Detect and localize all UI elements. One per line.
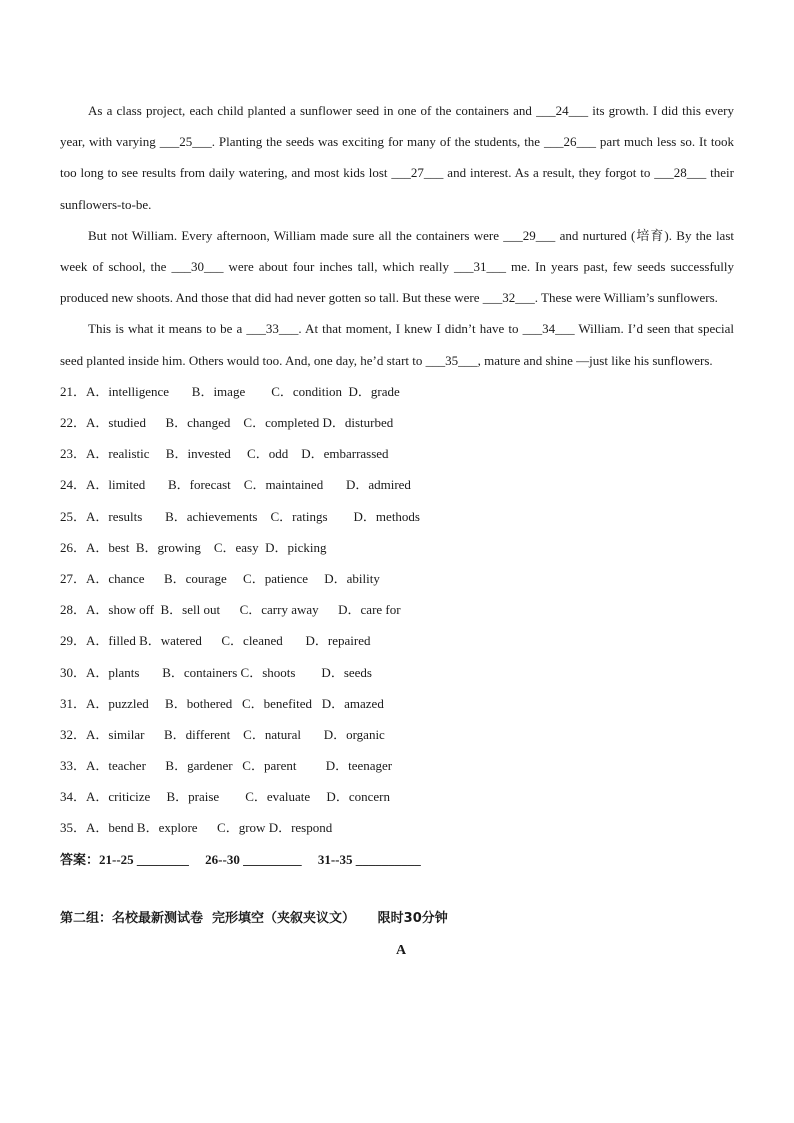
option-row-21: 21．A．intelligence B．image C．condition D．grade	[60, 383, 400, 399]
option-row-35: 35．A．bend B．explore C．grow D．respond	[60, 820, 333, 836]
option-row-22: 22．A．studied B．changed C．completed D．disturbed	[60, 415, 394, 431]
option-row-32: 32．A．similar B．different C．natural D．organic	[60, 726, 385, 742]
option-row-31: 31．A．puzzled B．bothered C．benefited D．amazed	[60, 695, 384, 711]
section-title: 第二组：名校最新测试卷 完形填空（夹叙夹议文） 限时30分钟	[60, 910, 448, 926]
document-page	[60, 95, 734, 961]
option-row-28: 28．A．show off B．sell out C．carry away D．care for	[60, 602, 401, 618]
option-row-25: 25．A．results B．achievements C．ratings D．methods	[60, 508, 420, 524]
option-row-29: 29．A．filled B．watered C．cleaned D．repaired	[60, 633, 371, 649]
passage-paragraph-3: This is what it means to be a ___33___. At that moment, I knew I didn’t have to ___34___ William. I’d seen that special seed planted inside him. Others would too. And, one day, he’d start to ___35___, mature and shine —just like his sunflowers.	[60, 321, 734, 368]
passage-paragraph-1: As a class project, each child planted a sunflower seed in one of the containers and ___24___ its growth. I did this every year, with varying ___25___. Planting the seeds was exciting for many of the students, the ___26___ part much less so. It took too long to see results from daily watering, and most kids lost ___27___ and interest. As a result, they forgot to ___28___ their sunflowers-to-be.	[60, 103, 734, 212]
option-row-27: 27．A．chance B．courage C．patience D．ability	[60, 570, 380, 586]
section-subtitle: A	[395, 942, 407, 958]
option-row-26: 26．A．best B．growing C．easy D．picking	[60, 539, 327, 555]
options-list	[60, 376, 734, 844]
option-row-23: 23．A．realistic B．invested C．odd D．embarrassed	[60, 446, 389, 462]
option-row-24: 24．A．limited B．forecast C．maintained D．admired	[60, 477, 411, 493]
option-row-30: 30．A．plants B．containers C．shoots D．seeds	[60, 664, 372, 680]
passage-paragraph-2: But not William. Every afternoon, William made sure all the containers were ___29___ and nurtured (培育). By the last week of school, the ___30___ were about four inches tall, which really ___31___ me. In years past, few seeds successfully produced new shoots. And those that did had never gotten so tall. But these were ___32___. These were William’s sunflowers.	[60, 227, 734, 306]
option-row-34: 34．A．criticize B．praise C．evaluate D．concern	[60, 789, 390, 805]
option-row-33: 33．A．teacher B．gardener C．parent D．teenager	[60, 758, 393, 774]
answer-line: 答案：21--25 ________ 26--30 _________ 31--35 __________	[60, 851, 421, 867]
